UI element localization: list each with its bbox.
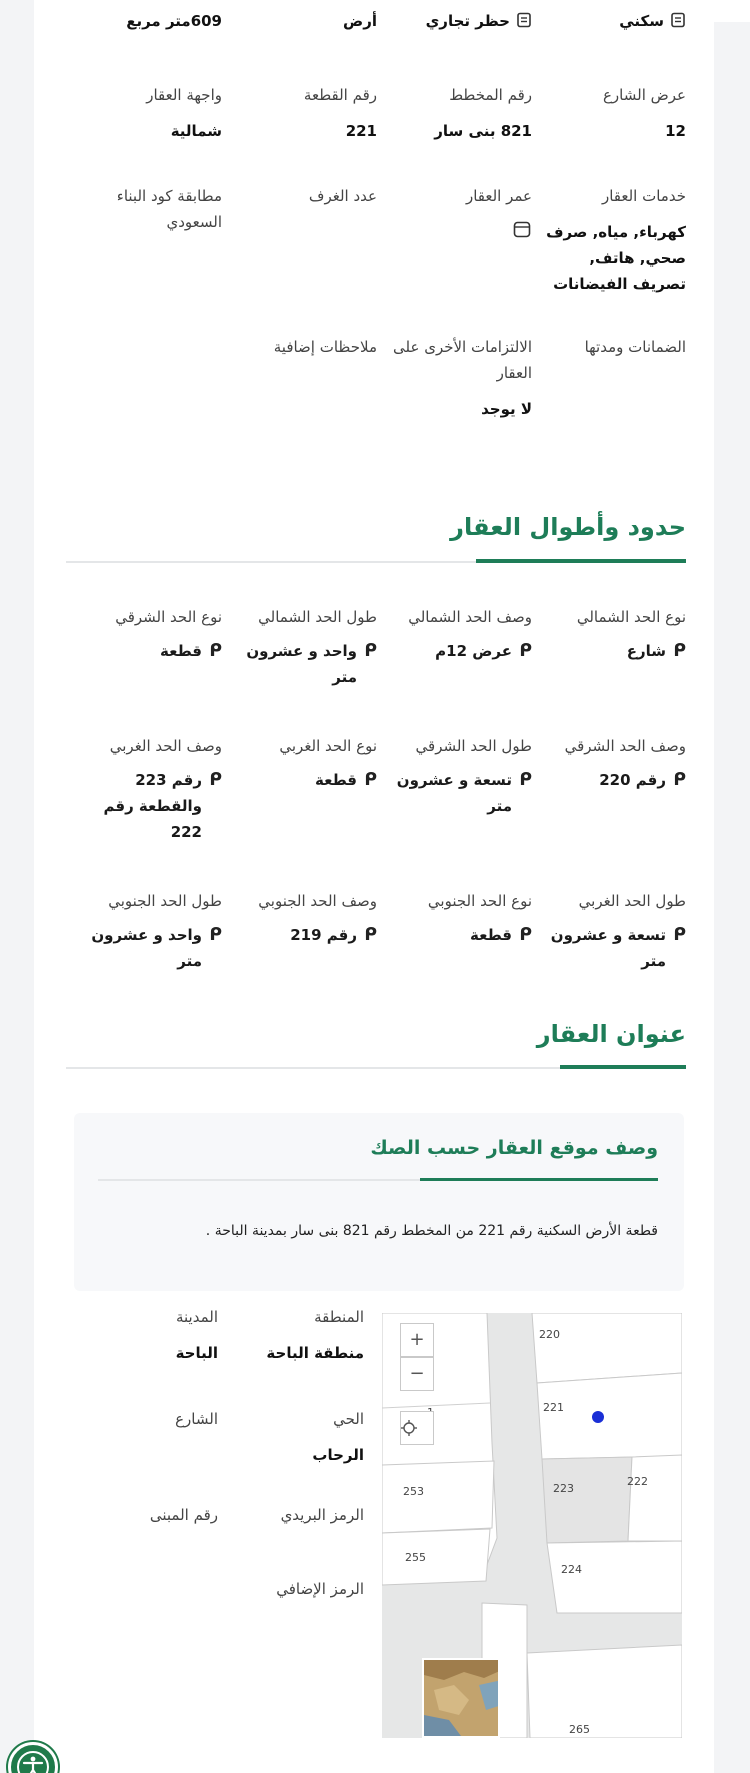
- section-accent-bar: [476, 559, 686, 563]
- plan-number-cell: [382, 82, 532, 144]
- boundary-icon: ᑭ: [519, 770, 532, 790]
- document-icon: [516, 10, 532, 26]
- accessibility-icon: [11, 1745, 55, 1773]
- left-gutter: [0, 0, 34, 1773]
- field-label: نوع الحد الجنوبي: [427, 892, 532, 910]
- field-value: تسعة و عشرون متر: [396, 771, 512, 815]
- field-label: رقم المبنى: [149, 1506, 218, 1524]
- boundary-north-type: [536, 604, 686, 664]
- overview-minimap[interactable]: [422, 1658, 500, 1738]
- locate-button[interactable]: [400, 1411, 434, 1445]
- field-label: وصف الحد الغربي: [109, 737, 222, 755]
- field-value: 12: [665, 122, 686, 140]
- field-value: منطقة الباحة: [266, 1344, 364, 1362]
- property-marker[interactable]: [592, 1411, 604, 1423]
- field-label: الحي: [333, 1410, 364, 1428]
- field-label: نوع الحد الغربي: [279, 737, 377, 755]
- field-value: 821 بنى سار: [434, 122, 532, 140]
- boundary-north-length: [227, 604, 377, 690]
- field-value: تسعة و عشرون متر: [550, 926, 666, 970]
- building-code-cell: [72, 183, 222, 235]
- boundary-icon: ᑭ: [673, 770, 686, 790]
- top-cell-1: [536, 8, 686, 34]
- zoom-in-button[interactable]: +: [400, 1323, 434, 1357]
- field-label: الرمز الإضافي: [276, 1580, 364, 1598]
- field-value: رقم 219: [290, 926, 357, 944]
- building-number-cell: [78, 1502, 218, 1528]
- map-parcel-label: 220: [539, 1328, 560, 1341]
- field-label: ملاحظات إضافية: [273, 338, 377, 356]
- right-gutter: [714, 22, 750, 1773]
- deed-location-text: قطعة الأرض السكنية رقم 221 من المخطط رقم 821 بنى سار بمدينة الباحة .: [205, 1223, 658, 1239]
- top-cell-4: [72, 8, 222, 34]
- field-label: نوع الحد الشرقي: [115, 608, 222, 626]
- field-label: المنطقة: [314, 1308, 364, 1326]
- field-value: شارع: [626, 642, 666, 660]
- field-label: عدد الغرف: [308, 187, 377, 205]
- property-map[interactable]: [382, 1313, 682, 1738]
- map-parcel-label: 222: [627, 1475, 648, 1488]
- top-cell-3: [227, 8, 377, 34]
- field-value: قطعة: [315, 771, 357, 789]
- field-label: رقم القطعة: [303, 86, 377, 104]
- field-label: واجهة العقار: [146, 86, 222, 104]
- boundary-south-type: [382, 888, 532, 948]
- field-value: كهرباء, مياه, صرف صحي, هاتف, تصريف الفيضانات: [546, 223, 686, 293]
- boundary-south-length: [72, 888, 222, 974]
- top-value: أرض: [343, 12, 377, 30]
- field-label: رقم المخطط: [449, 86, 532, 104]
- address-section-title: عنوان العقار: [536, 1020, 686, 1048]
- boundary-east-type: [72, 604, 222, 664]
- field-value: قطعة: [160, 642, 202, 660]
- boundary-icon: ᑭ: [364, 770, 377, 790]
- field-value: لا يوجد: [481, 400, 532, 418]
- calendar-icon: [382, 219, 532, 247]
- parcel-number-cell: [227, 82, 377, 144]
- field-label: المدينة: [175, 1308, 218, 1326]
- zoom-out-button[interactable]: −: [400, 1357, 434, 1391]
- district-cell: [224, 1406, 364, 1468]
- map-parcel-label: 253: [403, 1485, 424, 1498]
- boundaries-section-title: حدود وأطوال العقار: [450, 513, 686, 541]
- field-label: الالتزامات الأخرى على العقار: [393, 338, 532, 382]
- facade-cell: [72, 82, 222, 144]
- satellite-overview-image: [424, 1660, 500, 1738]
- map-parcel-label: 255: [405, 1551, 426, 1564]
- map-parcel-label: 223: [553, 1482, 574, 1495]
- deed-location-box: [74, 1113, 684, 1291]
- boundary-west-desc: [72, 733, 222, 845]
- field-value: واحد و عشرون متر: [91, 926, 202, 970]
- notes-cell: [227, 334, 377, 360]
- boundary-south-desc: [227, 888, 377, 948]
- property-age-cell: [382, 183, 532, 247]
- boundary-icon: ᑭ: [364, 925, 377, 945]
- map-parcel-label: 265: [569, 1723, 590, 1736]
- field-value: الرحاب: [312, 1446, 364, 1464]
- boundary-west-length: [536, 888, 686, 974]
- field-label: عمر العقار: [465, 187, 532, 205]
- boundary-icon: ᑭ: [673, 925, 686, 945]
- postal-code-cell: [224, 1502, 364, 1528]
- field-value: واحد و عشرون متر: [246, 642, 357, 686]
- field-label: الضمانات ومدتها: [584, 338, 686, 356]
- boundary-north-desc: [382, 604, 532, 664]
- boundary-icon: ᑭ: [209, 770, 222, 790]
- boundary-icon: ᑭ: [519, 641, 532, 661]
- field-label: طول الحد الشمالي: [258, 608, 377, 626]
- field-label: طول الحد الجنوبي: [108, 892, 222, 910]
- top-value: 609متر مربع: [126, 12, 222, 30]
- deed-location-title: وصف موقع العقار حسب الصك: [370, 1137, 658, 1159]
- field-label: عرض الشارع: [602, 86, 686, 104]
- field-label: نوع الحد الشمالي: [576, 608, 686, 626]
- field-value: شمالية: [170, 122, 222, 140]
- field-value: عرض 12م: [435, 642, 512, 660]
- map-parcel-label: 221: [543, 1401, 564, 1414]
- accessibility-button[interactable]: [8, 1742, 58, 1773]
- boundary-east-desc: [536, 733, 686, 793]
- crosshair-icon: [401, 1420, 417, 1436]
- section-accent-bar: [560, 1065, 686, 1069]
- field-value: 221: [345, 122, 377, 140]
- field-label: الرمز البريدي: [280, 1506, 364, 1524]
- field-value: رقم 223 والقطعة رقم 222: [103, 771, 202, 841]
- boundary-icon: ᑭ: [209, 925, 222, 945]
- field-label: وصف الحد الجنوبي: [258, 892, 377, 910]
- top-value: سكني: [619, 12, 664, 30]
- map-parcel-label: 224: [561, 1563, 582, 1576]
- field-label: خدمات العقار: [601, 187, 686, 205]
- additional-code-cell: [224, 1576, 364, 1602]
- field-value: الباحة: [175, 1344, 218, 1362]
- guarantees-cell: [536, 334, 686, 360]
- street-width-cell: [536, 82, 686, 144]
- field-value: قطعة: [470, 926, 512, 944]
- top-cell-2: [382, 8, 532, 34]
- region-cell: [224, 1304, 364, 1366]
- field-label: طول الحد الشرقي: [415, 737, 532, 755]
- street-cell: [78, 1406, 218, 1432]
- obligations-cell: [382, 334, 532, 422]
- rooms-cell: [227, 183, 377, 209]
- boundary-icon: ᑭ: [209, 641, 222, 661]
- boundary-icon: ᑭ: [364, 641, 377, 661]
- document-icon: [670, 10, 686, 26]
- field-value: رقم 220: [599, 771, 666, 789]
- field-label: وصف الحد الشرقي: [564, 737, 686, 755]
- field-label: طول الحد الغربي: [578, 892, 686, 910]
- boundary-east-length: [382, 733, 532, 819]
- field-label: الشارع: [175, 1410, 218, 1428]
- field-label: وصف الحد الشمالي: [408, 608, 532, 626]
- boundary-icon: ᑭ: [673, 641, 686, 661]
- services-cell: [536, 183, 686, 297]
- boundary-icon: ᑭ: [519, 925, 532, 945]
- deed-accent-bar: [420, 1178, 658, 1181]
- field-label: مطابقة كود البناء السعودي: [116, 187, 222, 231]
- city-cell: [78, 1304, 218, 1366]
- top-value: حظر تجاري: [425, 12, 510, 30]
- boundary-west-type: [227, 733, 377, 793]
